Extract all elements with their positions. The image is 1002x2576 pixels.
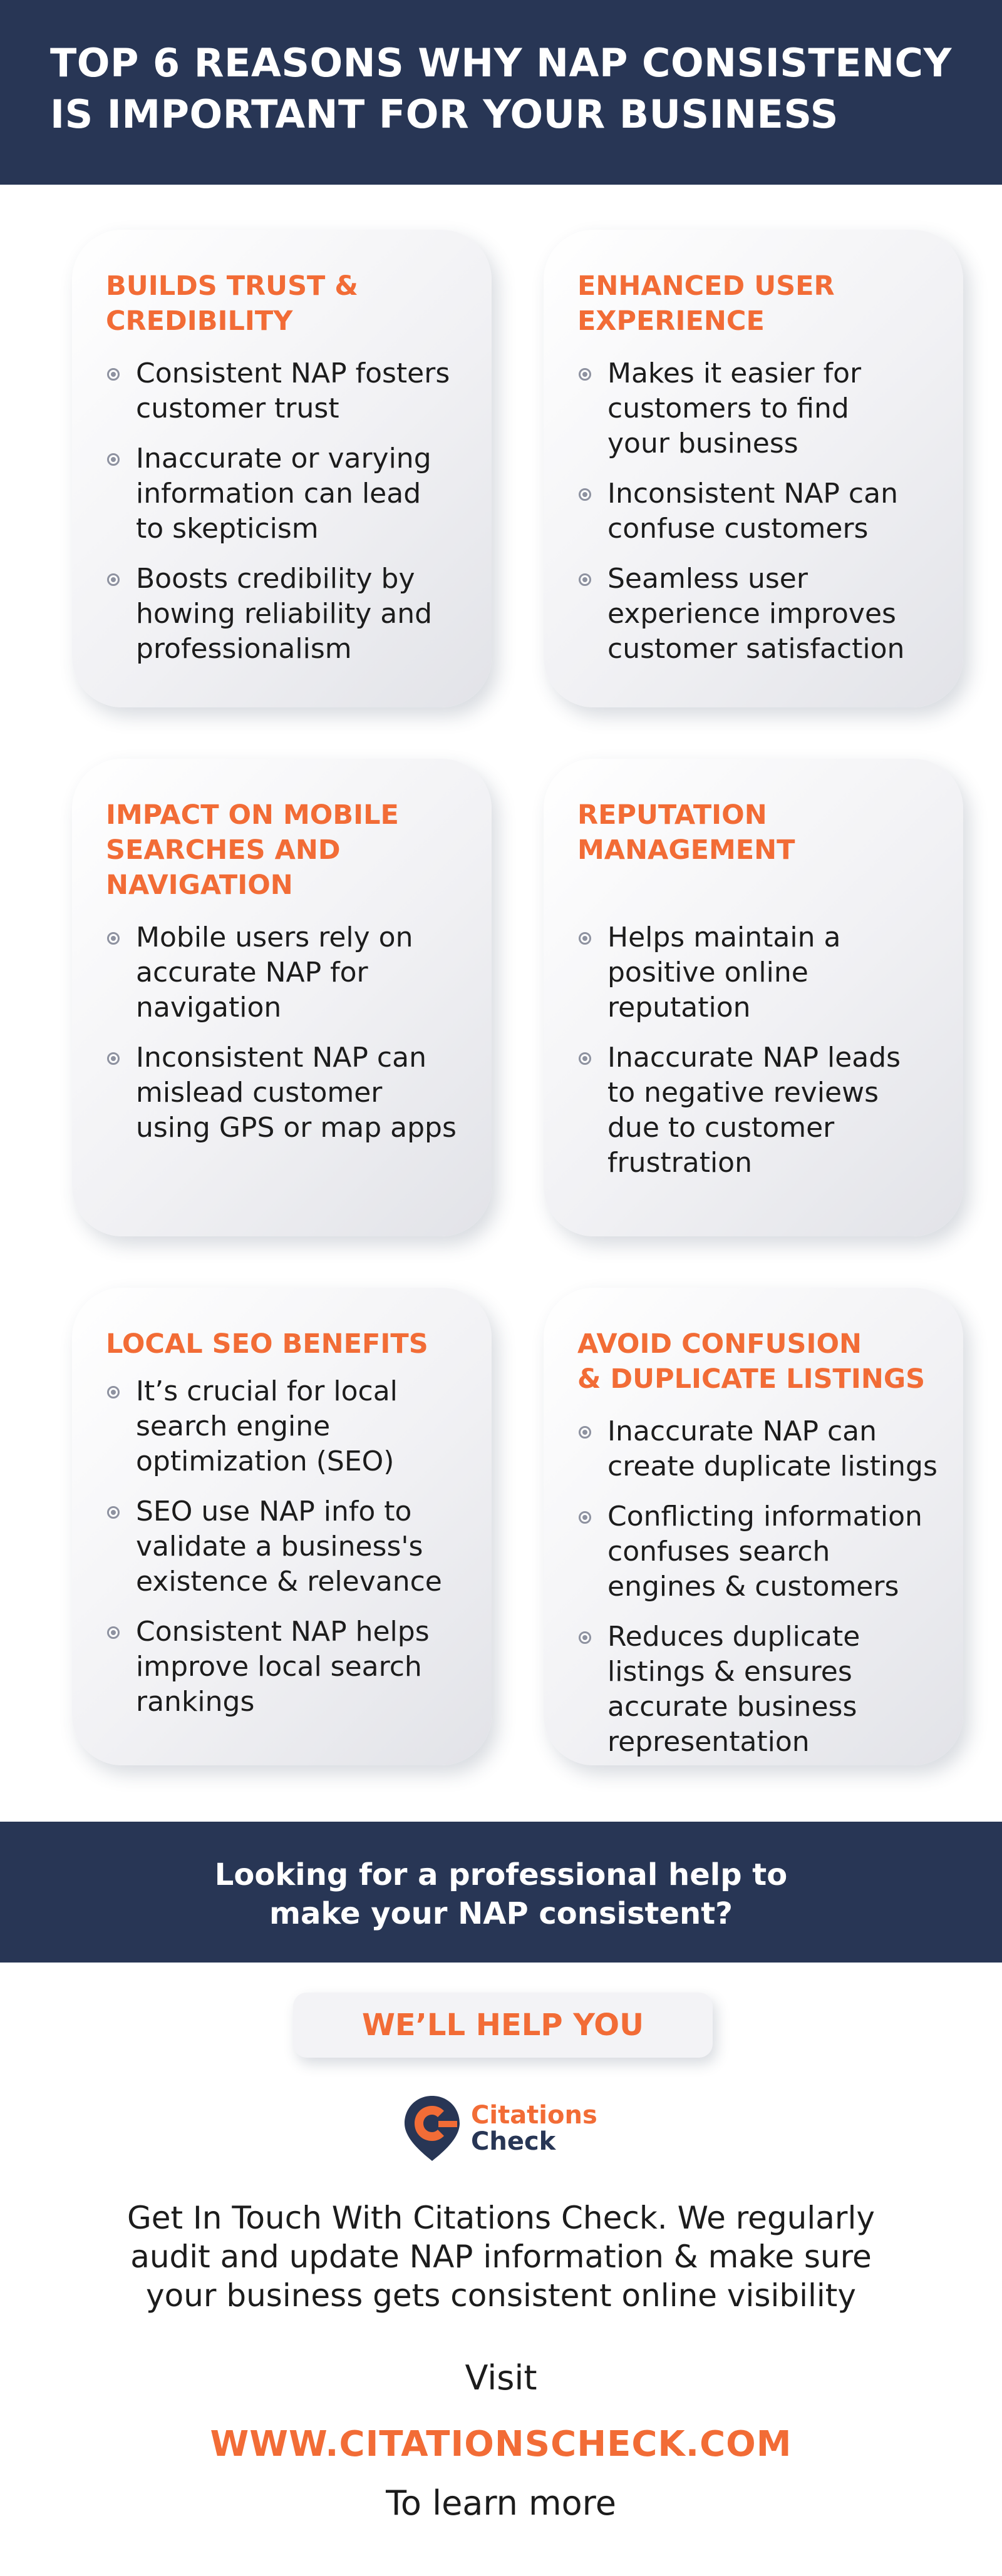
bullet-line: Mobile users rely on [136, 921, 413, 953]
bullet-line: optimization (SEO) [136, 1445, 395, 1477]
bullet-list [577, 1414, 946, 1760]
card-title-line: & DUPLICATE LISTINGS [577, 1363, 926, 1395]
citations-check-logo [401, 2093, 607, 2162]
page-header [0, 0, 1002, 185]
bullet-item [106, 1494, 474, 1599]
card-title [106, 1326, 474, 1362]
card-title-line: ENHANCED USER [577, 270, 835, 302]
logo-word-citations: Citations [471, 2101, 597, 2130]
location-pin-logo-icon [401, 2093, 463, 2162]
bullet-text [136, 920, 474, 1025]
cta-line: make your NAP consistent? [269, 1896, 733, 1931]
bullet-dot-icon [107, 1052, 120, 1065]
card-title-line: BUILDS TRUST & [106, 270, 358, 302]
bullet-item [577, 1414, 946, 1484]
bullet-text [607, 356, 946, 461]
card-title [577, 1326, 946, 1397]
bullet-line: to skepticism [136, 513, 319, 545]
bullet-text [607, 1499, 946, 1604]
bullet-line: reputation [607, 992, 751, 1024]
website-link[interactable]: WWW.CITATIONSCHECK.COM [210, 2424, 792, 2465]
bullet-item [577, 1499, 946, 1604]
bullet-line: confuses search [607, 1536, 830, 1568]
card-title [106, 798, 474, 903]
bullet-line: Inaccurate or varying [136, 443, 431, 475]
card-title-line: REPUTATION [577, 799, 767, 831]
card-enhanced-user-experience [544, 230, 963, 707]
bullet-dot-icon [107, 573, 120, 586]
bullet-dot-icon [579, 1631, 591, 1644]
card-title-line: IMPACT ON MOBILE [106, 799, 399, 831]
bullet-line: your business [607, 428, 798, 459]
bullet-text [136, 1614, 474, 1720]
bullet-dot-icon [107, 1386, 120, 1398]
bullet-text [136, 356, 474, 426]
bullet-item [577, 1619, 946, 1760]
bullet-line: Conflicting information [607, 1501, 922, 1532]
card-title [577, 269, 946, 339]
bullet-text [136, 441, 474, 547]
learn-more-text: To learn more [386, 2483, 616, 2523]
bullet-line: Inconsistent NAP can [136, 1042, 426, 1074]
bullet-text [136, 1040, 474, 1146]
card-title-line: SEARCHES AND [106, 834, 341, 866]
bullet-line: Consistent NAP helps [136, 1616, 430, 1648]
bullet-dot-icon [107, 368, 120, 381]
bullet-dot-icon [579, 573, 591, 586]
bullet-line: Inconsistent NAP can [607, 478, 898, 510]
card-mobile-searches [72, 759, 492, 1236]
bullet-item [106, 441, 474, 547]
bullet-line: positive online [607, 957, 808, 988]
card-title-line: MANAGEMENT [577, 834, 795, 866]
bullet-list [106, 356, 474, 667]
card-local-seo-benefits [72, 1288, 492, 1765]
bullet-line: Consistent NAP fosters [136, 357, 450, 389]
bullet-list [577, 920, 946, 1181]
bullet-item [577, 562, 946, 667]
bullet-line: engines & customers [607, 1571, 899, 1603]
bullet-text [607, 920, 946, 1025]
bullet-dot-icon [579, 932, 591, 945]
bullet-dot-icon [579, 1426, 591, 1439]
bullet-line: experience improves [607, 598, 896, 630]
bullet-line: information can lead [136, 478, 421, 510]
bullet-text [607, 562, 946, 667]
bullet-line: frustration [607, 1147, 752, 1179]
bullet-line: customers to find [607, 393, 849, 424]
bullet-item [106, 562, 474, 667]
bullet-item [577, 920, 946, 1025]
bullet-dot-icon [579, 368, 591, 381]
bullet-line: customer satisfaction [607, 633, 905, 665]
cta-line: Looking for a professional help to [214, 1857, 788, 1892]
bullet-list [106, 1374, 474, 1720]
help-you-button[interactable]: WE’LL HELP YOU [293, 1993, 713, 2058]
bullet-line: search engine [136, 1410, 331, 1442]
bullet-line: howing reliability and [136, 598, 433, 630]
bullet-dot-icon [107, 1626, 120, 1639]
bullet-item [577, 476, 946, 547]
card-title-line: LOCAL SEO BENEFITS [106, 1328, 428, 1360]
card-title-line: EXPERIENCE [577, 305, 765, 337]
bullet-line: Boosts credibility by [136, 563, 415, 595]
bullet-line: It’s crucial for local [136, 1375, 398, 1407]
title-line: TOP 6 REASONS WHY NAP CONSISTENCY [50, 40, 952, 86]
contact-paragraph [0, 2199, 1002, 2315]
bullet-line: to negative reviews [607, 1077, 879, 1109]
bullet-line: customer trust [136, 393, 339, 424]
bullet-line: mislead customer [136, 1077, 383, 1109]
bullet-text [607, 1414, 946, 1484]
card-title-line: AVOID CONFUSION [577, 1328, 862, 1360]
bullet-line: create duplicate listings [607, 1450, 937, 1482]
bullet-item [577, 356, 946, 461]
card-title [577, 798, 946, 868]
card-title-line: CREDIBILITY [106, 305, 293, 337]
title-line: IS IMPORTANT FOR YOUR BUSINESS [50, 91, 839, 137]
bullet-text [607, 1619, 946, 1760]
card-title-line: NAVIGATION [106, 870, 293, 901]
bullet-dot-icon [107, 932, 120, 945]
bullet-text [136, 1494, 474, 1599]
bullet-item [106, 1374, 474, 1479]
bullet-dot-icon [107, 453, 120, 466]
bullet-line: improve local search [136, 1651, 422, 1683]
bullet-line: using GPS or map apps [136, 1112, 457, 1144]
bullet-item [106, 920, 474, 1025]
cta-banner [0, 1822, 1002, 1963]
bullet-line: Seamless user [607, 563, 808, 595]
bullet-line: rankings [136, 1686, 255, 1718]
bullet-item [106, 1040, 474, 1146]
bullet-line: accurate NAP for [136, 957, 368, 988]
bullet-line: representation [607, 1726, 810, 1758]
bullet-line: Inaccurate NAP leads [607, 1042, 901, 1074]
bullet-line: professionalism [136, 633, 352, 665]
bullet-line: Reduces duplicate [607, 1621, 860, 1653]
bullet-text [136, 1374, 474, 1479]
bullet-line: navigation [136, 992, 282, 1024]
bullet-line: listings & ensures [607, 1656, 852, 1688]
card-title [106, 269, 474, 339]
contact-line: audit and update NAP information & make sure [130, 2239, 872, 2275]
visit-label: Visit [465, 2358, 537, 2398]
bullet-dot-icon [579, 1052, 591, 1065]
bullet-list [577, 356, 946, 667]
contact-line: Get In Touch With Citations Check. We regularly [127, 2200, 875, 2236]
bullet-item [577, 1040, 946, 1181]
bullet-text [136, 562, 474, 667]
bullet-item [106, 1614, 474, 1720]
logo-word-check: Check [471, 2127, 556, 2156]
bullet-dot-icon [579, 488, 591, 501]
card-avoid-confusion [544, 1288, 963, 1765]
bullet-line: validate a business's [136, 1531, 423, 1563]
bullet-line: confuse customers [607, 513, 869, 545]
bullet-line: existence & relevance [136, 1566, 442, 1598]
bullet-line: accurate business [607, 1691, 857, 1723]
bullet-line: Inaccurate NAP can [607, 1415, 877, 1447]
card-builds-trust [72, 230, 492, 707]
bullet-list [106, 920, 474, 1146]
logo-text [471, 2102, 597, 2155]
bullet-text [607, 476, 946, 547]
bullet-line: Makes it easier for [607, 357, 862, 389]
bullet-text [607, 1040, 946, 1181]
bullet-dot-icon [579, 1511, 591, 1524]
bullet-line: Helps maintain a [607, 921, 841, 953]
card-reputation-management [544, 759, 963, 1236]
bullet-line: due to customer [607, 1112, 835, 1144]
page-title [50, 38, 1002, 140]
contact-line: your business gets consistent online visibility [146, 2277, 856, 2314]
bullet-item [106, 356, 474, 426]
bullet-line: SEO use NAP info to [136, 1496, 412, 1527]
bullet-dot-icon [107, 1506, 120, 1519]
